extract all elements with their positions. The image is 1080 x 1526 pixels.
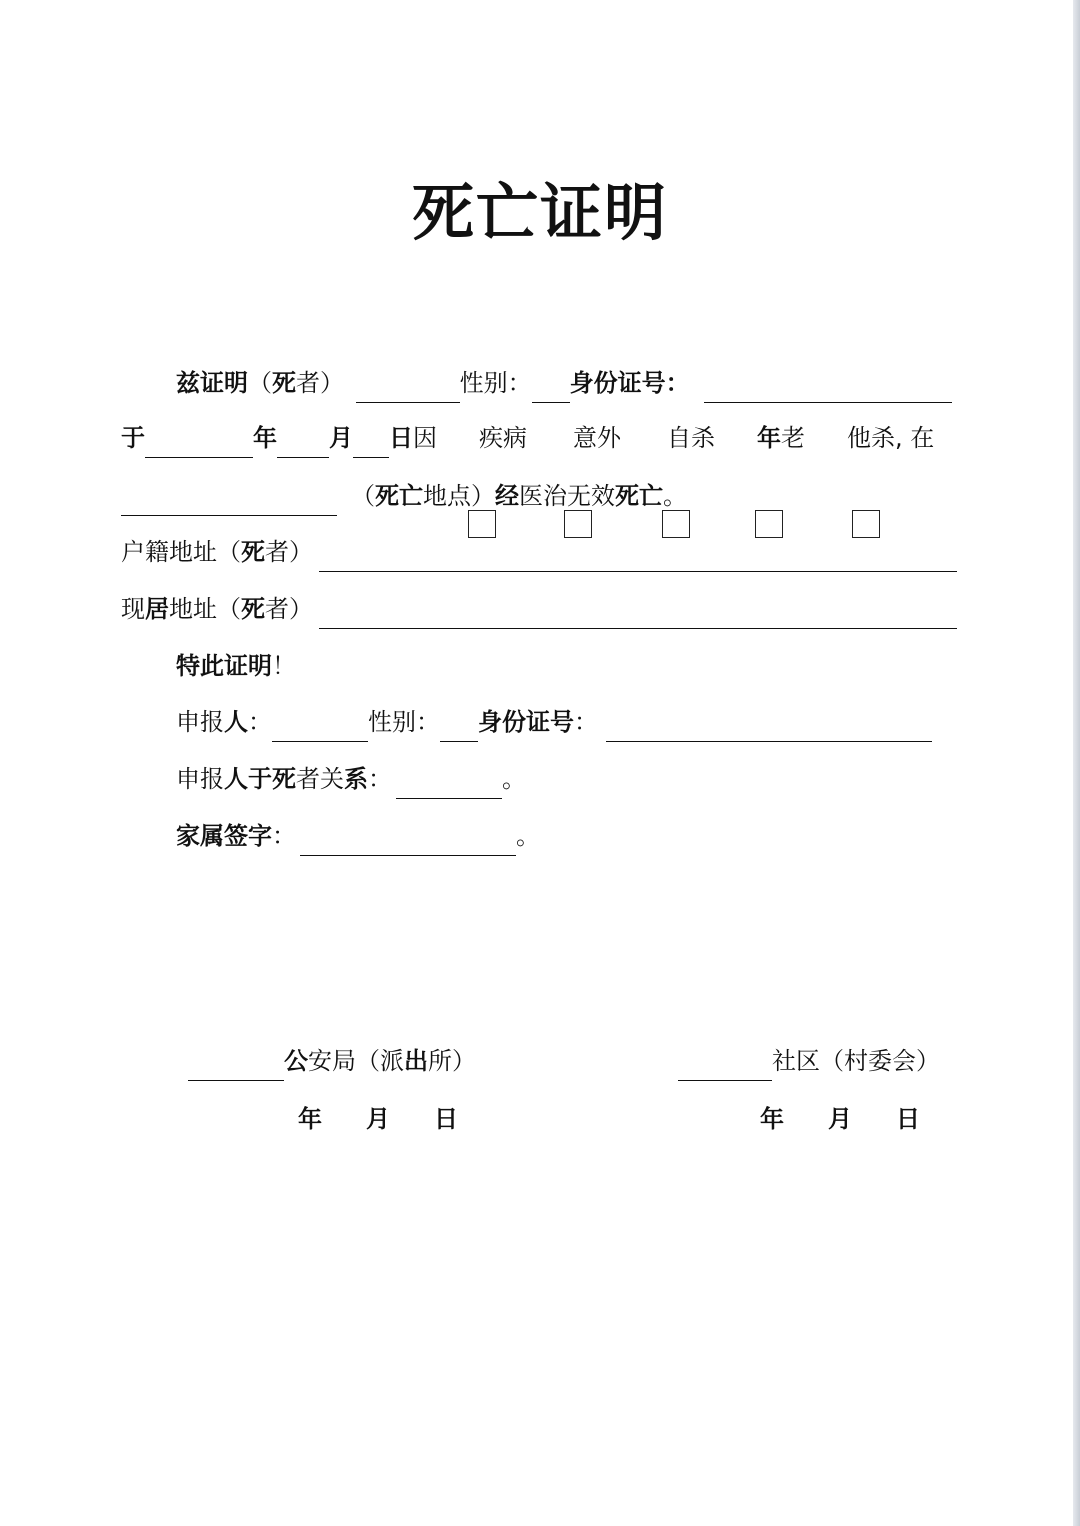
- declarant-gender-blank[interactable]: [440, 711, 478, 742]
- rel-label-b: 人于死: [224, 765, 296, 793]
- police-station-signature: [188, 1041, 476, 1081]
- rel-label-c: 者关: [296, 765, 344, 793]
- current-label-b: 居: [145, 595, 169, 623]
- police-date-month: 月: [366, 1105, 390, 1133]
- cur-deceased-word: 死: [241, 595, 265, 623]
- registered-address-line: [121, 532, 981, 572]
- family-period: 。: [516, 822, 540, 850]
- community-date-month: 月: [828, 1105, 852, 1133]
- id-label: 身份证号：: [569, 369, 690, 397]
- hereby-certify-text: 特此证明: [176, 652, 272, 680]
- community-date-day: 日: [896, 1105, 920, 1133]
- day-label: 日: [389, 424, 413, 452]
- declarant-person: 人: [224, 708, 248, 736]
- hereby-certify-line: [176, 646, 296, 686]
- declarant-id-blank[interactable]: [606, 711, 932, 742]
- after-word: 经: [495, 482, 519, 510]
- police-station-blank[interactable]: [188, 1050, 284, 1081]
- place-death-word: 死亡: [375, 482, 423, 510]
- gender-label: 性别：: [459, 369, 532, 397]
- current-address-line: [121, 589, 981, 629]
- cause-label: 因: [413, 424, 437, 452]
- exclamation: ！: [272, 652, 296, 680]
- certify-label: 兹证明: [176, 369, 248, 397]
- day-blank[interactable]: [353, 427, 389, 458]
- year-label: 年: [253, 424, 277, 452]
- declarant-label: 申报: [176, 708, 224, 736]
- community-date-year: 年: [760, 1105, 784, 1133]
- death-date-line: [121, 418, 986, 458]
- document-title: 死亡证明: [411, 176, 668, 249]
- relationship-blank[interactable]: [396, 768, 502, 799]
- died-word: 死亡: [615, 482, 663, 510]
- police-label-c: 出: [404, 1047, 428, 1075]
- community-date: [760, 1099, 920, 1139]
- option-accident-label: 意外: [573, 424, 621, 452]
- reg-deceased-word: 死: [241, 538, 265, 566]
- place-suffix: 地点）: [423, 482, 495, 510]
- id-number-blank[interactable]: [704, 372, 952, 403]
- current-label-a: 现: [121, 595, 145, 623]
- registered-address-blank[interactable]: [319, 541, 957, 572]
- family-signature-line: [176, 816, 540, 856]
- police-label-d: 所）: [428, 1047, 476, 1075]
- at-label: 于: [121, 424, 145, 452]
- deceased-info-line: [176, 363, 986, 403]
- at-place-label: , 在: [895, 424, 935, 452]
- relationship-line: [176, 759, 526, 799]
- deceased-name-blank[interactable]: [356, 372, 460, 403]
- registered-address-label: 户籍地址（: [121, 538, 241, 566]
- police-label-b: 安局（派: [308, 1047, 404, 1075]
- rel-colon: ：: [368, 765, 392, 793]
- option-disease-label: 疾病: [479, 424, 527, 452]
- place-paren: （: [351, 482, 375, 510]
- current-label-c: 地址（: [169, 595, 241, 623]
- rel-label-a: 申报: [176, 765, 224, 793]
- community-label: 社区（村委会）: [772, 1047, 940, 1075]
- family-signature-blank[interactable]: [300, 825, 516, 856]
- police-date-day: 日: [434, 1105, 458, 1133]
- police-label-a: 公: [284, 1047, 308, 1075]
- rel-label-d: 系: [344, 765, 368, 793]
- declarant-id-label: 身份证号: [478, 708, 574, 736]
- declarant-name-blank[interactable]: [272, 711, 368, 742]
- treatment-text: 医治无效: [519, 482, 615, 510]
- deceased-suffix: 者）: [296, 369, 344, 397]
- current-address-blank[interactable]: [319, 598, 957, 629]
- year-blank[interactable]: [145, 427, 253, 458]
- month-label: 月: [329, 424, 353, 452]
- option-suicide-label: 自杀: [667, 424, 715, 452]
- declarant-id-colon: ：: [574, 708, 598, 736]
- family-signature-label: 家属签字: [176, 822, 272, 850]
- police-date-year: 年: [298, 1105, 322, 1133]
- option-age-label-a: 年: [757, 424, 781, 452]
- option-age-label-b: 老: [781, 424, 805, 452]
- period: 。: [663, 482, 687, 510]
- police-date: [298, 1099, 458, 1139]
- reg-suffix: 者）: [265, 538, 313, 566]
- community-blank[interactable]: [678, 1050, 772, 1081]
- death-place-blank[interactable]: [121, 485, 337, 516]
- deceased-word: 死: [272, 369, 296, 397]
- rel-period: 。: [502, 765, 526, 793]
- declarant-line: [176, 702, 981, 742]
- paren-open: （: [248, 369, 272, 397]
- option-homicide-label: 他杀: [847, 424, 895, 452]
- cur-suffix: 者）: [265, 595, 313, 623]
- community-signature: [678, 1041, 940, 1081]
- month-blank[interactable]: [277, 427, 329, 458]
- declarant-colon: ：: [248, 708, 272, 736]
- family-colon: ：: [272, 822, 296, 850]
- declarant-gender-label: 性别：: [368, 708, 440, 736]
- gender-blank[interactable]: [532, 372, 570, 403]
